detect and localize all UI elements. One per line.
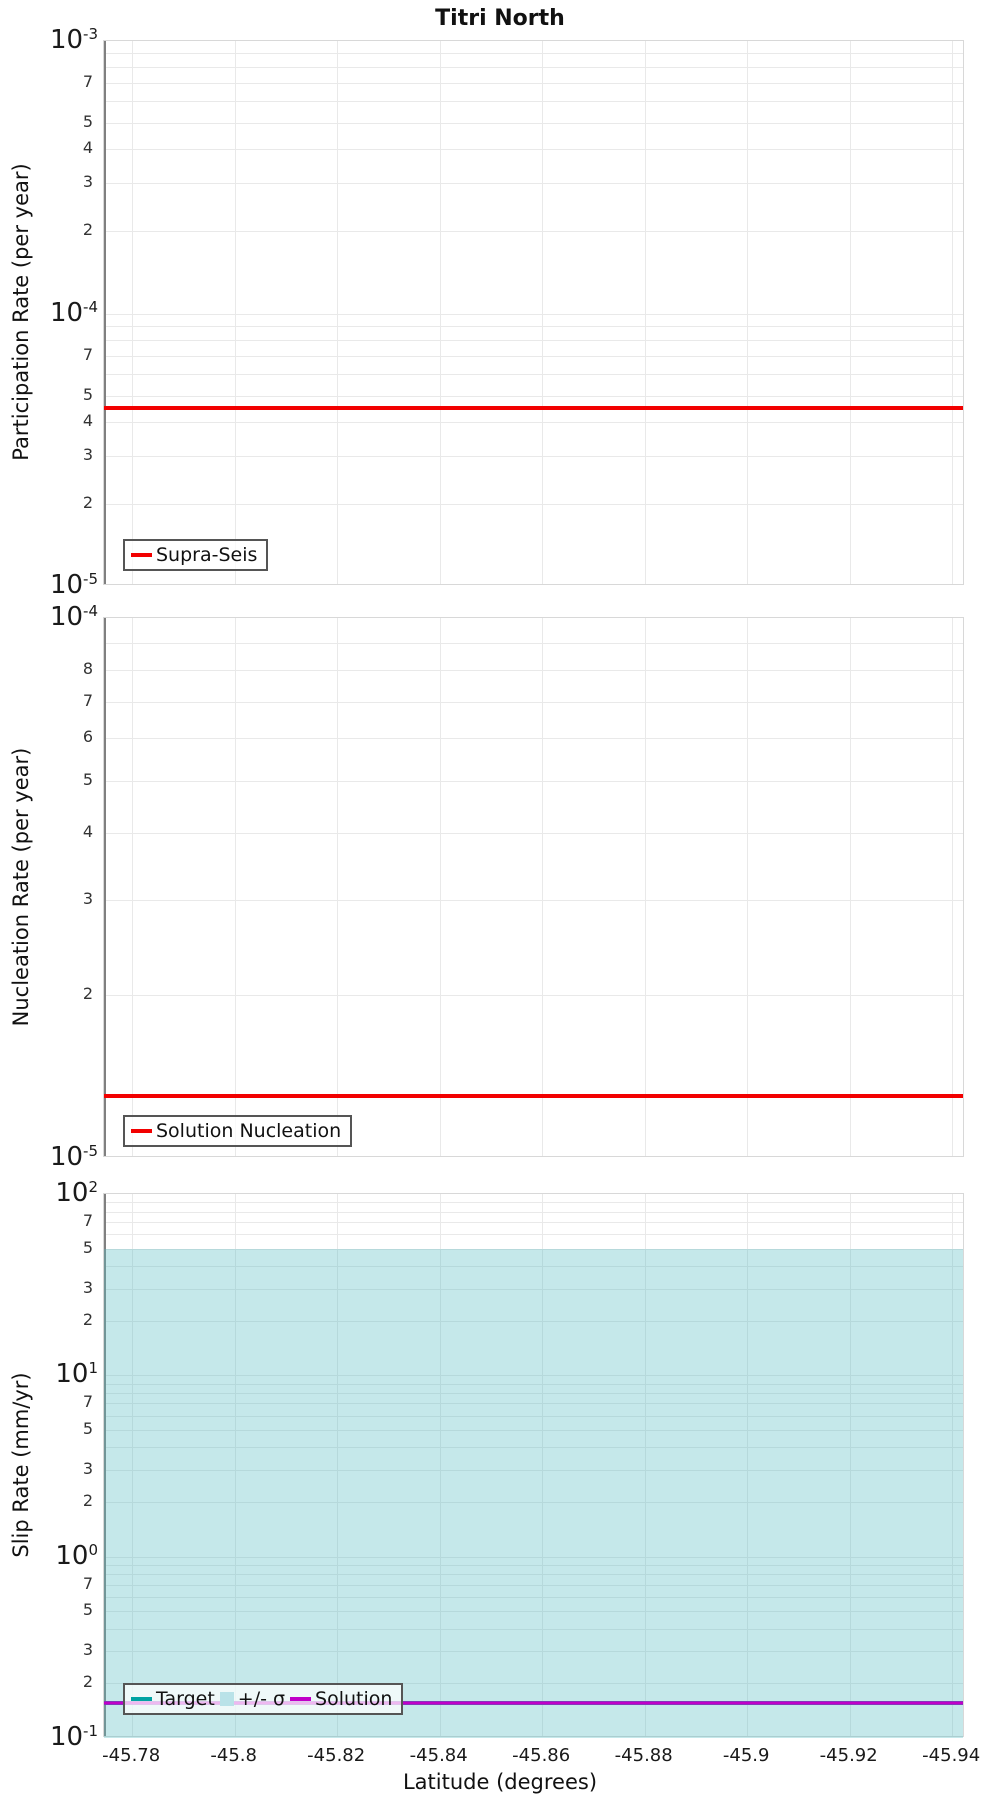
gridline-x: [542, 618, 543, 1156]
y-axis-label-nucleation: Nucleation Rate (per year): [9, 747, 33, 1027]
y-tick-minor: 3: [82, 444, 93, 464]
y-tick-minor: 4: [82, 410, 93, 430]
gridline-x: [132, 618, 133, 1156]
x-tick-label: -45.88: [614, 1745, 673, 1766]
gridline-y-decade: [104, 314, 963, 315]
y-tick-minor: 7: [82, 690, 93, 710]
plot-nucleation: [103, 617, 964, 1157]
gridline-x: [542, 41, 543, 584]
y-tick-minor: 2: [82, 1672, 93, 1692]
y-tick-minor: 3: [82, 1277, 93, 1297]
gridline-y: [104, 702, 963, 703]
y-tick-major: $10^{-4}$: [49, 602, 98, 632]
gridline-x: [235, 618, 236, 1156]
legend-swatch-patch: [220, 1692, 234, 1706]
y-tick-major: $10^{-4}$: [49, 297, 98, 328]
gridline-y: [104, 1234, 963, 1235]
y-tick-minor: 7: [82, 344, 93, 364]
gridline-x: [850, 41, 851, 584]
y-axis-label-participation: Participation Rate (per year): [9, 163, 33, 461]
y-tick-major: $10^{-5}$: [49, 570, 98, 600]
gridline-y: [104, 995, 963, 996]
y-tick-minor: 7: [82, 1573, 93, 1593]
x-tick-label: -45.9: [722, 1745, 770, 1766]
y-tick-major: $10^1$: [55, 1359, 98, 1390]
series-line-supra-seis: [104, 406, 963, 410]
legend-entry: [131, 544, 257, 566]
gridline-y: [104, 1202, 963, 1203]
gridline-x: [952, 618, 953, 1156]
y-tick-minor: 8: [82, 659, 93, 679]
x-tick-label: -45.84: [409, 1745, 468, 1766]
gridline-y: [104, 340, 963, 341]
gridline-y: [104, 900, 963, 901]
gridline-y: [104, 326, 963, 327]
plot-slip-rate: [103, 1193, 964, 1737]
gridline-y: [104, 231, 963, 232]
y-tick-minor: 5: [82, 1418, 93, 1438]
y-axis-spine: [104, 618, 106, 1156]
x-tick-label: -45.78: [102, 1745, 161, 1766]
x-tick-label: -45.86: [512, 1745, 571, 1766]
sigma-band: [104, 1249, 963, 1738]
gridline-y: [104, 781, 963, 782]
y-tick-major: $10^0$: [55, 1540, 98, 1571]
legend-swatch-line: [290, 1697, 311, 1701]
legend-swatch-line: [131, 553, 152, 557]
y-tick-minor: 5: [82, 384, 93, 404]
x-tick-label: -45.94: [922, 1745, 981, 1766]
gridline-y: [104, 738, 963, 739]
gridline-y: [104, 123, 963, 124]
x-tick-label: -45.82: [307, 1745, 366, 1766]
y-tick-minor: 5: [82, 1600, 93, 1620]
gridline-y: [104, 67, 963, 68]
gridline-y: [104, 149, 963, 150]
y-tick-minor: 3: [82, 1459, 93, 1479]
y-tick-minor: 6: [82, 726, 93, 746]
x-axis-label: Latitude (degrees): [402, 1770, 598, 1794]
gridline-y: [104, 396, 963, 397]
legend-entry: [290, 1688, 392, 1710]
y-tick-major: $10^{-1}$: [49, 1722, 98, 1752]
y-tick-major: $10^2$: [55, 1178, 98, 1208]
gridline-x: [747, 618, 748, 1156]
legend-label: Solution Nucleation: [156, 1120, 342, 1142]
y-axis-label-slip-rate: Slip Rate (mm/yr): [9, 1372, 33, 1558]
y-tick-minor: 4: [82, 138, 93, 158]
legend-swatch-line: [131, 1129, 152, 1133]
y-tick-minor: 2: [82, 492, 93, 512]
gridline-x: [645, 618, 646, 1156]
y-tick-minor: 2: [82, 1491, 93, 1511]
y-tick-minor: 5: [82, 1237, 93, 1257]
gridline-y: [104, 374, 963, 375]
y-tick-major: $10^{-5}$: [49, 1142, 98, 1172]
legend-slip-rate: [123, 1683, 403, 1715]
y-tick-minor: 3: [82, 889, 93, 909]
gridline-y: [104, 183, 963, 184]
gridline-y: [104, 53, 963, 54]
y-axis-spine: [104, 41, 106, 584]
plot-participation: [103, 40, 964, 585]
y-tick-minor: 2: [82, 220, 93, 240]
legend-label: Solution: [315, 1688, 393, 1710]
legend-participation: [123, 539, 268, 571]
legend-entry: [131, 1688, 215, 1710]
gridline-x: [235, 41, 236, 584]
gridline-y: [104, 422, 963, 423]
gridline-y: [104, 1212, 963, 1213]
x-tick-label: -45.8: [210, 1745, 257, 1766]
y-tick-minor: 3: [82, 1640, 93, 1660]
y-tick-minor: 5: [82, 769, 93, 789]
legend-label: Supra-Seis: [156, 544, 258, 566]
y-tick-minor: 2: [82, 984, 93, 1004]
y-tick-minor: 3: [82, 172, 93, 192]
gridline-x: [440, 618, 441, 1156]
gridline-y: [104, 83, 963, 84]
y-tick-minor: 4: [82, 821, 93, 841]
gridline-y: [104, 670, 963, 671]
gridline-x: [747, 41, 748, 584]
y-tick-minor: 2: [82, 1309, 93, 1329]
y-tick-minor: 5: [82, 112, 93, 132]
gridline-x: [952, 41, 953, 584]
gridline-y: [104, 356, 963, 357]
legend-label: +/- σ: [237, 1688, 286, 1710]
y-tick-minor: 7: [82, 1392, 93, 1412]
gridline-x: [645, 41, 646, 584]
gridline-y: [104, 643, 963, 644]
gridline-x: [132, 41, 133, 584]
legend-entry: [220, 1688, 285, 1710]
gridline-y: [104, 456, 963, 457]
gridline-x: [850, 618, 851, 1156]
series-line-solution-nucleation: [104, 1094, 963, 1098]
gridline-y: [104, 833, 963, 834]
gridline-y: [104, 504, 963, 505]
legend-label: Target: [156, 1688, 215, 1710]
y-tick-minor: 7: [82, 1211, 93, 1231]
gridline-x: [440, 41, 441, 584]
legend-nucleation: [123, 1115, 352, 1147]
gridline-x: [337, 618, 338, 1156]
chart-title: Titri North: [435, 6, 565, 31]
legend-swatch-line: [131, 1697, 152, 1701]
y-tick-major: $10^{-3}$: [49, 25, 98, 55]
legend-entry: [131, 1120, 341, 1142]
y-tick-minor: 7: [82, 72, 93, 92]
x-tick-label: -45.92: [819, 1745, 878, 1766]
gridline-y: [104, 101, 963, 102]
gridline-x: [337, 41, 338, 584]
gridline-y: [104, 1222, 963, 1223]
